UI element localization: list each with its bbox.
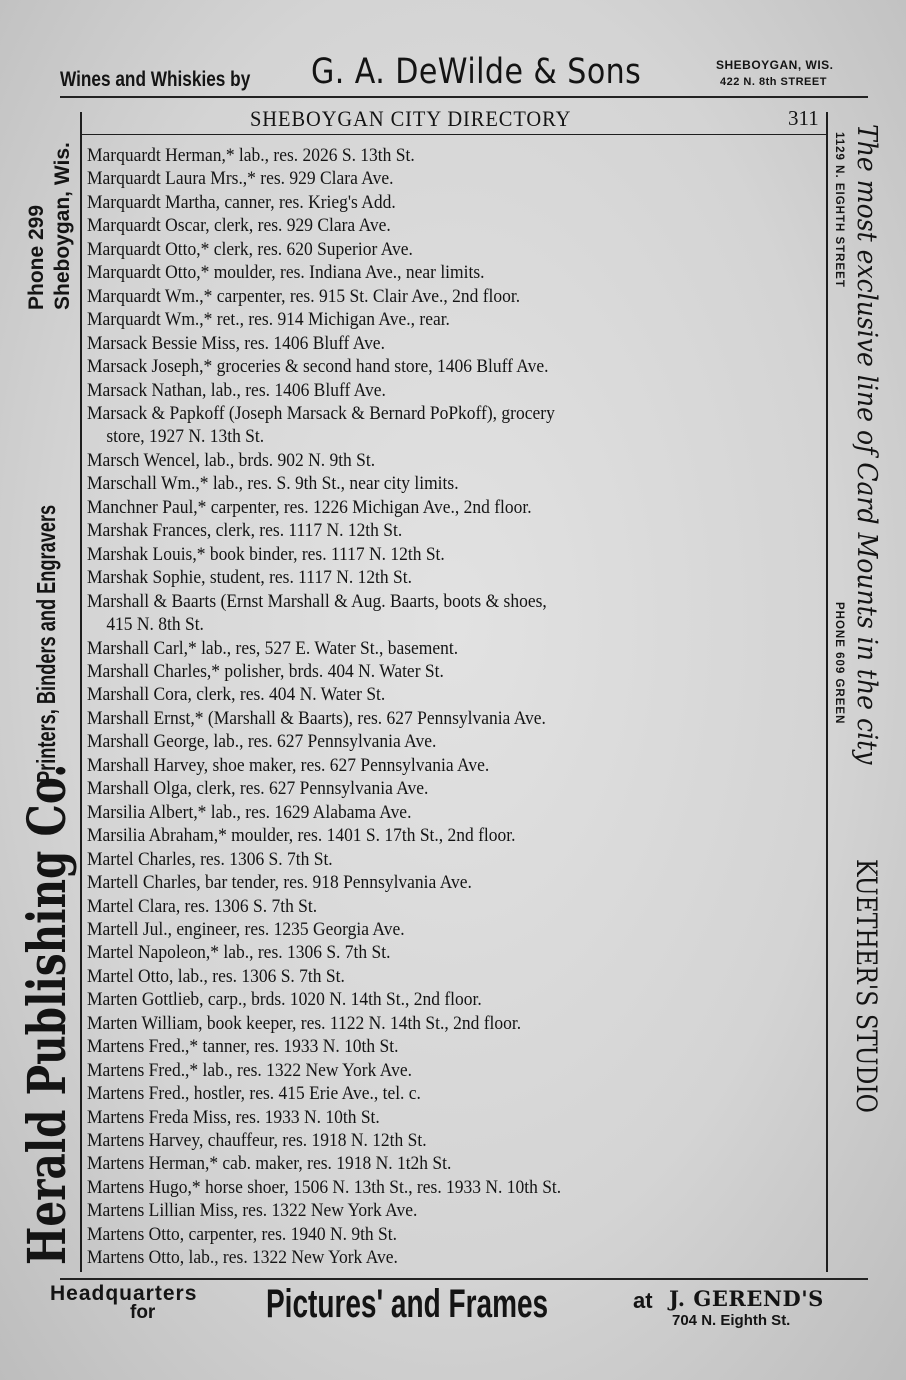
list-item: Marshak Louis,* book binder, res. 1117 N. 12th St. [87,543,445,565]
list-item: Marquardt Wm.,* ret., res. 914 Michigan Ave., rear. [87,309,450,331]
right-ad-slogan: The most exclusive line of Card Mounts in the city [851,124,882,765]
top-ad-lead: Wines and Whiskies by [60,68,251,91]
list-item: Martel Charles, res. 1306 S. 7th St. [87,848,333,870]
top-ad-address: 422 N. 8th STREET [720,76,827,88]
bottom-advertisement [48,1280,868,1340]
bottom-ad-for: for [130,1302,156,1323]
list-item: Martell Charles, bar tender, res. 918 Pennsylvania Ave. [87,872,472,894]
right-ad-studio: KUETHER'S STUDIO [850,859,883,1113]
list-item: Marsilia Abraham,* moulder, res. 1401 S. 17th St., 2nd floor. [87,825,516,847]
top-ad-city: SHEBOYGAN, WIS. [716,58,834,72]
list-item-continuation: store, 1927 N. 13th St. [106,426,265,448]
list-item: Manchner Paul,* carpenter, res. 1226 Michigan Ave., 2nd floor. [87,496,532,518]
bottom-ad-merchant: J. GEREND'S [669,1286,824,1311]
right-advertisement [826,124,882,1266]
list-item: Marshall Cora, clerk, res. 404 N. Water St. [87,684,386,706]
page-number: 311 [788,106,819,130]
right-ad-phone: PHONE 609 GREEN [833,602,845,725]
left-frame-line [80,112,82,1272]
top-rule [60,96,868,98]
list-item: Marsack Joseph,* groceries & second hand store, 1406 Bluff Ave. [87,356,549,378]
list-item: Marquardt Herman,* lab., res. 2026 S. 13th St. [87,145,415,166]
list-item: Marquardt Martha, canner, res. Krieg's Add. [87,191,396,213]
list-item: Marsilia Albert,* lab., res. 1629 Alabama Ave. [87,801,412,823]
list-item: Marsack & Papkoff (Joseph Marsack & Bernard PoPkoff), grocery [87,402,555,424]
left-ad-city: Sheboygan, Wis. [51,142,74,310]
right-ad-address: 1129 N. EIGHTH STREET [833,132,845,288]
list-item: Martens Fred., hostler, res. 415 Erie Ave., tel. c. [87,1083,421,1105]
bottom-ad-address: 704 N. Eighth St. [672,1312,791,1329]
header-rule [80,134,828,135]
list-item: Martens Freda Miss, res. 1933 N. 10th St. [87,1106,380,1128]
left-ad-company: Herald Publishing Co. [17,763,78,1265]
list-item: Marsack Nathan, lab., res. 1406 Bluff Ave. [87,379,386,401]
list-item: Marshall Olga, clerk, res. 627 Pennsylvania Ave. [87,778,429,800]
list-item: Marquardt Wm.,* carpenter, res. 915 St. Clair Ave., 2nd floor. [87,285,521,307]
list-item: Marshall Ernst,* (Marshall & Baarts), res. 627 Pennsylvania Ave. [87,707,546,729]
list-item: Martel Otto, lab., res. 1306 S. 7th St. [87,965,345,987]
list-item: Marquardt Laura Mrs.,* res. 929 Clara Ave. [87,168,394,190]
list-item: Marsch Wencel, lab., brds. 902 N. 9th St. [87,449,376,471]
bottom-ad-at: at [633,1288,653,1313]
list-item: Marshall George, lab., res. 627 Pennsylvania Ave. [87,731,437,753]
directory-listings [87,144,827,1270]
list-item: Marquardt Oscar, clerk, res. 929 Clara Ave. [87,215,391,237]
list-item: Marshall Harvey, shoe maker, res. 627 Pennsylvania Ave. [87,754,490,776]
list-item: Martens Herman,* cab. maker, res. 1918 N. 1t2h St. [87,1153,452,1175]
list-item: Martens Hugo,* horse shoer, 1506 N. 13th St., res. 1933 N. 10th St. [87,1176,562,1198]
list-item: Martens Harvey, chauffeur, res. 1918 N. 12th St. [87,1130,427,1152]
list-item: Martens Otto, carpenter, res. 1940 N. 9th St. [87,1223,397,1245]
list-item: Marten William, book keeper, res. 1122 N. 14th St., 2nd floor. [87,1012,522,1034]
bottom-ad-product: Pictures' and Frames [266,1282,549,1326]
list-item: Marshall Charles,* polisher, brds. 404 N. Water St. [87,660,444,682]
list-item: Martens Fred.,* lab., res. 1322 New York Ave. [87,1059,412,1081]
list-item: Marten Gottlieb, carp., brds. 1020 N. 14th St., 2nd floor. [87,989,482,1011]
left-ad-services: Printers, Binders and Engravers [31,504,61,783]
list-item: Marquardt Otto,* moulder, res. Indiana Ave., near limits. [87,262,485,284]
list-item: Marschall Wm.,* lab., res. S. 9th St., near city limits. [87,473,459,495]
list-item: Martel Napoleon,* lab., res. 1306 S. 7th St. [87,942,391,964]
top-ad-firm: G. A. DeWilde & Sons [311,52,642,92]
list-item: Martel Clara, res. 1306 S. 7th St. [87,895,318,917]
list-item: Martens Lillian Miss, res. 1322 New York Ave. [87,1200,418,1222]
list-item: Marshak Frances, clerk, res. 1117 N. 12th St. [87,520,403,542]
list-item: Martens Fred.,* tanner, res. 1933 N. 10th St. [87,1036,399,1058]
list-item: Martens Otto, lab., res. 1322 New York Ave. [87,1247,398,1269]
page-title: SHEBOYGAN CITY DIRECTORY [250,106,572,131]
top-advertisement [58,50,868,96]
list-item-continuation: 415 N. 8th St. [106,614,204,636]
left-ad-phone: Phone 299 [25,204,48,310]
list-item: Marquardt Otto,* clerk, res. 620 Superior Ave. [87,238,413,260]
list-item: Marshall Carl,* lab., res, 527 E. Water St., basement. [87,637,459,659]
list-item: Marshak Sophie, student, res. 1117 N. 12th St. [87,567,412,589]
list-item: Marsack Bessie Miss, res. 1406 Bluff Ave. [87,332,385,354]
bottom-ad-headquarters: Headquarters [50,1282,198,1305]
left-advertisement [15,120,78,1265]
list-item: Marshall & Baarts (Ernst Marshall & Aug. Baarts, boots & shoes, [87,590,547,612]
list-item: Martell Jul., engineer, res. 1235 Georgia Ave. [87,918,405,940]
